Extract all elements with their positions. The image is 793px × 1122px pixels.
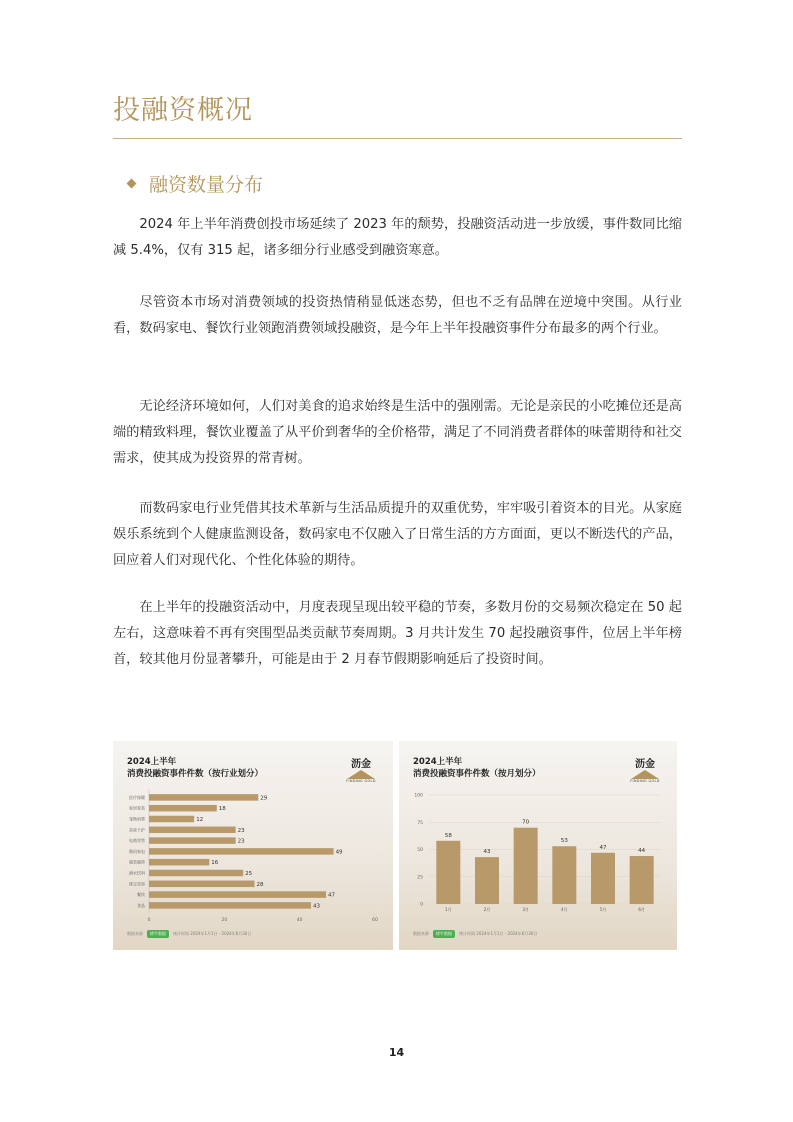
tick-label: 0 bbox=[147, 917, 151, 923]
bar bbox=[149, 816, 194, 823]
page-title: 投融资概况 bbox=[113, 95, 253, 126]
tick-label: 75 bbox=[417, 820, 423, 826]
body-paragraph: 2024 年上半年消费创投市场延续了 2023 年的颓势，投融资活动进一步放缓，事件数同比缩减 5.4%，仅有 315 起，诸多细分行业感受到融资寒意。 bbox=[113, 217, 682, 258]
data-label: 53 bbox=[560, 838, 568, 845]
bar bbox=[552, 846, 576, 904]
monthly-bar-chart bbox=[399, 741, 677, 950]
category-label: 食品 bbox=[137, 902, 145, 908]
data-label: 23 bbox=[237, 838, 245, 845]
data-label: 47 bbox=[599, 844, 607, 851]
data-label: 12 bbox=[196, 817, 204, 823]
logo: 沥金 FINDING GOLD bbox=[346, 759, 376, 783]
section-heading bbox=[128, 170, 263, 197]
logo: 沥金 FINDING GOLD bbox=[630, 759, 660, 783]
bar bbox=[149, 827, 236, 834]
category-label: 3月 bbox=[522, 907, 529, 912]
category-label: 美妆个护 bbox=[129, 827, 145, 833]
category-label: 2月 bbox=[483, 907, 491, 912]
data-label: 29 bbox=[260, 795, 268, 802]
data-label: 43 bbox=[483, 849, 491, 856]
bar bbox=[475, 857, 499, 904]
bar bbox=[591, 853, 615, 904]
data-label: 47 bbox=[328, 892, 336, 899]
industry-chart-card bbox=[113, 741, 393, 950]
category-label: 医疗保健 bbox=[129, 794, 145, 800]
bar bbox=[630, 856, 654, 904]
category-label: 家居家装 bbox=[129, 805, 145, 811]
bar bbox=[436, 841, 460, 904]
tick-label: 25 bbox=[417, 875, 423, 881]
bar bbox=[149, 891, 326, 898]
category-label: 酒水饮料 bbox=[129, 870, 145, 876]
category-label: 餐饮 bbox=[137, 892, 145, 898]
category-label: 宠物消费 bbox=[129, 816, 145, 822]
body-paragraph: 无论经济环境如何，人们对美食的追求始终是生活中的强刚需。无论是亲民的小吃摊位还是高端的精致料理，餐饮业覆盖了从平价到奢华的全价格带，满足了不同消费者群体的味蕾期待和社交需求，使其成为投资界的常青树。 bbox=[113, 399, 682, 466]
chart-footer: 数据来源 烯牛数据 统计时间 2024年1月1日 - 2024年6月30日 bbox=[127, 931, 252, 936]
page-number: 14 bbox=[388, 1046, 405, 1059]
data-label: 16 bbox=[211, 860, 219, 867]
category-label: 服装服饰 bbox=[129, 859, 145, 865]
tick-label: 40 bbox=[296, 917, 303, 923]
data-label: 49 bbox=[335, 849, 343, 856]
bar bbox=[149, 859, 209, 866]
category-label: 珠宝首饰 bbox=[129, 881, 145, 887]
tick-label: 100 bbox=[414, 793, 423, 799]
data-label: 28 bbox=[256, 881, 264, 888]
bar bbox=[149, 794, 258, 801]
data-label: 18 bbox=[218, 806, 226, 813]
category-label: 4月 bbox=[561, 907, 568, 912]
bar bbox=[514, 828, 538, 904]
chart-title: 2024上半年 bbox=[127, 757, 177, 767]
monthly-chart-card bbox=[399, 741, 677, 950]
section-title: 融资数量分布 bbox=[149, 174, 264, 196]
tick-label: 50 bbox=[417, 848, 423, 853]
chart-subtitle: 消费投融资事件件数（按月划分） bbox=[413, 769, 541, 779]
category-label: 电商零售 bbox=[129, 838, 145, 844]
body-paragraph: 在上半年的投融资活动中，月度表现呈现出较平稳的节奏，多数月份的交易频次稳定在 50 起左右，这意味着不再有突围型品类贡献节奏周期。3 月共计发生 70 起投融资事件，位居上半年榜首，较其他月份显著攀升，可能是由于 2 月春节假期影响延后了投资时间。 bbox=[113, 600, 682, 667]
chart-footer: 数据来源 烯牛数据 统计时间 2024年1月1日 - 2024年6月30日 bbox=[413, 931, 538, 936]
chart-title: 2024上半年 bbox=[413, 757, 463, 767]
data-label: 70 bbox=[522, 819, 530, 826]
bar bbox=[149, 902, 311, 909]
tick-label: 60 bbox=[372, 917, 378, 923]
diamond-bullet-icon bbox=[127, 179, 137, 189]
tick-label: 0 bbox=[420, 902, 423, 908]
data-label: 43 bbox=[312, 903, 320, 910]
bar bbox=[149, 848, 334, 855]
chart-subtitle: 消费投融资事件件数（按行业划分） bbox=[127, 769, 264, 779]
category-label: 6月 bbox=[638, 907, 645, 912]
title-divider bbox=[113, 138, 682, 139]
data-label: 25 bbox=[245, 871, 253, 877]
data-label: 44 bbox=[638, 848, 646, 855]
data-label: 23 bbox=[237, 827, 245, 834]
industry-bar-chart bbox=[113, 741, 393, 950]
category-label: 5月 bbox=[599, 907, 607, 912]
bar bbox=[149, 805, 217, 812]
bar bbox=[149, 837, 236, 844]
category-label: 数码家电 bbox=[129, 848, 145, 854]
category-label: 1月 bbox=[445, 907, 452, 912]
body-paragraph: 而数码家电行业凭借其技术革新与生活品质提升的双重优势，牢牢吸引着资本的目光。从家庭娱乐系统到个人健康监测设备，数码家电不仅融入了日常生活的方方面面，更以不断迭代的产品，回应着人们对现代化、个性化体验的期待。 bbox=[113, 501, 682, 568]
tick-label: 20 bbox=[221, 917, 228, 923]
body-paragraph: 尽管资本市场对消费领域的投资热情稍显低迷态势，但也不乏有品牌在逆境中突围。从行业看，数码家电、餐饮行业领跑消费领域投融资，是今年上半年投融资事件分布最多的两个行业。 bbox=[113, 295, 682, 336]
bar bbox=[149, 881, 254, 888]
bar bbox=[149, 870, 243, 877]
data-label: 58 bbox=[444, 832, 452, 839]
